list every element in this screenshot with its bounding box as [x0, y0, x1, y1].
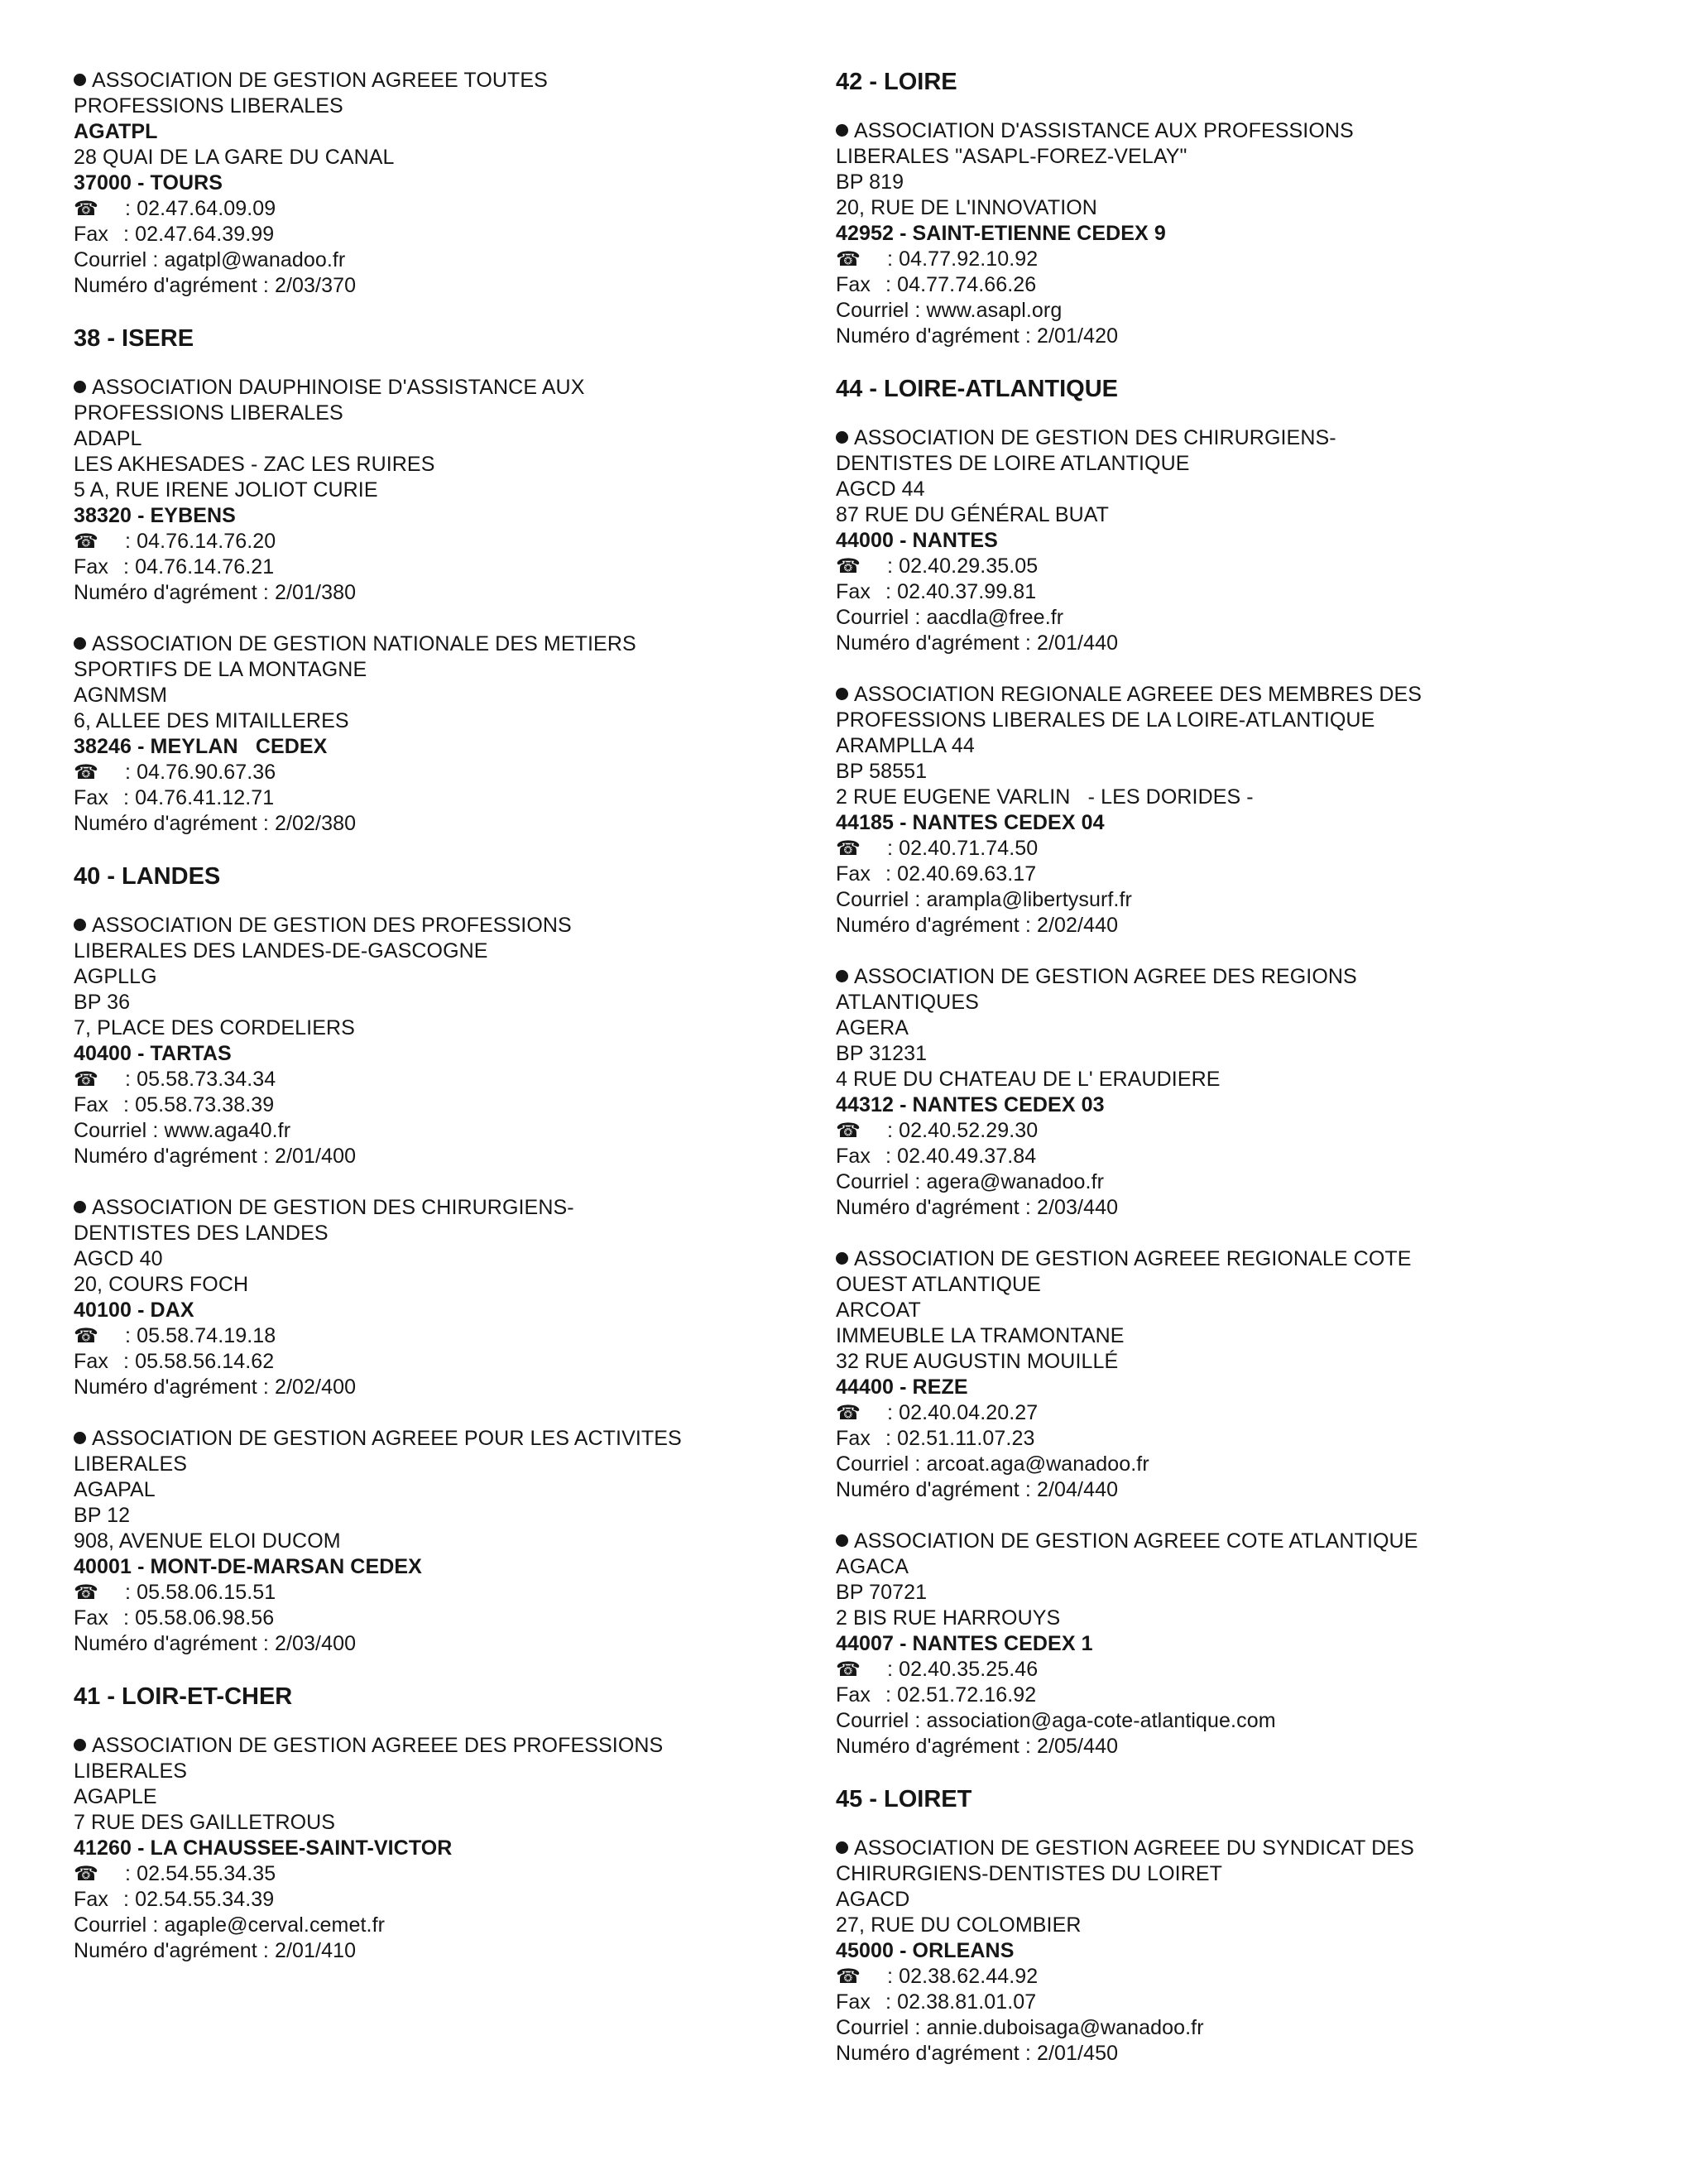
association-entry: [836, 118, 1547, 349]
phone-number: : 02.40.35.25.46: [887, 1658, 1039, 1681]
bullet-icon: [74, 1739, 86, 1751]
association-name-line: [836, 425, 1547, 451]
address-line: 32 RUE AUGUSTIN MOUILLÉ: [836, 1350, 1119, 1373]
address-line: 908, AVENUE ELOI DUCOM: [74, 1529, 341, 1553]
association-name-continued: SPORTIFS DE LA MONTAGNE: [74, 658, 367, 681]
fax-label: Fax: [836, 1990, 871, 2014]
fax-line: [836, 1426, 1547, 1452]
phone-line: [74, 196, 785, 222]
association-acronym: AGCD 44: [836, 478, 925, 501]
association-name-continued: OUEST ATLANTIQUE: [836, 1273, 1041, 1296]
association-entry: [836, 425, 1547, 656]
fax-line: [836, 1144, 1547, 1169]
association-name: ASSOCIATION DE GESTION AGREEE POUR LES ACTIVITES: [92, 1427, 682, 1450]
address-line: BP 31231: [836, 1042, 928, 1065]
agrement-number: Numéro d'agrément : 2/01/380: [74, 581, 357, 604]
fax-label: Fax: [74, 1606, 108, 1630]
fax-label: Fax: [74, 786, 108, 809]
address-line: 28 QUAI DE LA GARE DU CANAL: [74, 146, 395, 169]
bullet-icon: [74, 1432, 86, 1444]
agrement-number: Numéro d'agrément : 2/04/440: [836, 1478, 1119, 1501]
phone-line: [836, 247, 1547, 272]
address-line: LES AKHESADES - ZAC LES RUIRES: [74, 453, 435, 476]
association-name: ASSOCIATION DAUPHINOISE D'ASSISTANCE AUX: [92, 376, 585, 399]
email-line: Courriel : arcoat.aga@wanadoo.fr: [836, 1452, 1149, 1476]
association-acronym: AGAPLE: [74, 1785, 157, 1808]
association-acronym: AGACD: [836, 1888, 910, 1911]
fax-number: : 05.58.56.14.62: [123, 1350, 275, 1373]
postal-city: 45000 - ORLEANS: [836, 1939, 1015, 1962]
association-name-continued: LIBERALES: [74, 1760, 188, 1783]
association-name-line: [74, 1426, 785, 1452]
email-line: Courriel : arampla@libertysurf.fr: [836, 888, 1132, 911]
telephone-icon: ☎: [836, 248, 861, 271]
fax-number: : 04.76.41.12.71: [123, 786, 275, 809]
agrement-number: Numéro d'agrément : 2/01/450: [836, 2042, 1119, 2065]
postal-city: 37000 - TOURS: [74, 171, 223, 194]
postal-city: 40400 - TARTAS: [74, 1042, 232, 1065]
bullet-icon: [836, 970, 848, 982]
department-heading: 44 - LOIRE-ATLANTIQUE: [836, 376, 1119, 402]
fax-line: [74, 1092, 785, 1118]
address-line: 7 RUE DES GAILLETROUS: [74, 1811, 336, 1834]
association-name-line: [74, 913, 785, 939]
fax-line: [74, 785, 785, 811]
postal-city: 44007 - NANTES CEDEX 1: [836, 1632, 1093, 1655]
fax-label: Fax: [74, 1350, 108, 1373]
association-name-line: [836, 1246, 1547, 1272]
fax-label: Fax: [836, 580, 871, 603]
address-line: 2 BIS RUE HARROUYS: [836, 1606, 1061, 1630]
phone-number: : 02.54.55.34.35: [125, 1862, 276, 1885]
association-name-line: [74, 1195, 785, 1221]
association-name-continued: ATLANTIQUES: [836, 991, 979, 1014]
phone-number: : 05.58.73.34.34: [125, 1068, 276, 1091]
bullet-icon: [74, 381, 86, 393]
association-acronym: ADAPL: [74, 427, 142, 450]
telephone-icon: ☎: [74, 1068, 98, 1091]
postal-city: 40100 - DAX: [74, 1299, 194, 1322]
telephone-icon: ☎: [836, 838, 861, 860]
phone-line: [836, 1400, 1547, 1426]
telephone-icon: ☎: [836, 1966, 861, 1988]
fax-line: [836, 1990, 1547, 2015]
agrement-number: Numéro d'agrément : 2/01/440: [836, 631, 1119, 655]
address-line: BP 12: [74, 1504, 131, 1527]
agrement-number: Numéro d'agrément : 2/01/420: [836, 324, 1119, 348]
bullet-icon: [74, 637, 86, 650]
association-acronym: AGACA: [836, 1555, 909, 1578]
phone-number: : 02.47.64.09.09: [125, 197, 276, 220]
telephone-icon: ☎: [74, 198, 98, 220]
postal-city: 42952 - SAINT-ETIENNE CEDEX 9: [836, 222, 1166, 245]
fax-line: [836, 1683, 1547, 1708]
association-name-line: [836, 1529, 1547, 1554]
address-line: 20, RUE DE L'INNOVATION: [836, 196, 1097, 219]
association-name: ASSOCIATION D'ASSISTANCE AUX PROFESSIONS: [854, 119, 1354, 142]
phone-number: : 05.58.06.15.51: [125, 1581, 276, 1604]
department-heading: 38 - ISERE: [74, 325, 194, 352]
fax-number: : 02.51.11.07.23: [885, 1427, 1035, 1450]
telephone-icon: ☎: [836, 1402, 861, 1424]
fax-number: : 02.38.81.01.07: [885, 1990, 1037, 2014]
bullet-icon: [836, 1841, 848, 1854]
association-name-continued: DENTISTES DES LANDES: [74, 1222, 329, 1245]
fax-label: Fax: [836, 273, 871, 296]
fax-label: Fax: [74, 1093, 108, 1116]
fax-number: : 02.47.64.39.99: [123, 223, 275, 246]
phone-line: [836, 554, 1547, 579]
fax-label: Fax: [74, 555, 108, 579]
address-line: BP 36: [74, 991, 131, 1014]
association-name-continued: LIBERALES: [74, 1452, 188, 1476]
postal-city: 44312 - NANTES CEDEX 03: [836, 1093, 1105, 1116]
email-line: Courriel : agera@wanadoo.fr: [836, 1170, 1105, 1193]
association-name: ASSOCIATION DE GESTION AGREE DES REGIONS: [854, 965, 1357, 988]
agrement-number: Numéro d'agrément : 2/03/440: [836, 1196, 1119, 1219]
association-name: ASSOCIATION DE GESTION AGREEE DU SYNDICAT DES: [854, 1836, 1414, 1860]
association-entry: [74, 631, 785, 837]
fax-line: [836, 862, 1547, 887]
phone-line: [836, 1964, 1547, 1990]
agrement-number: Numéro d'agrément : 2/03/370: [74, 274, 357, 297]
association-entry: [74, 1426, 785, 1657]
phone-line: [74, 1067, 785, 1092]
association-acronym: AGPLLG: [74, 965, 157, 988]
phone-line: [74, 1580, 785, 1606]
association-name-line: [74, 1733, 785, 1759]
fax-number: : 02.51.72.16.92: [885, 1683, 1037, 1707]
address-line: 20, COURS FOCH: [74, 1273, 249, 1296]
agrement-number: Numéro d'agrément : 2/01/400: [74, 1145, 357, 1168]
postal-city: 44000 - NANTES: [836, 529, 998, 552]
association-name: ASSOCIATION DE GESTION DES CHIRURGIENS-: [92, 1196, 574, 1219]
association-entry: [74, 1733, 785, 1964]
department-heading: 40 - LANDES: [74, 863, 221, 890]
email-line: Courriel : www.aga40.fr: [74, 1119, 291, 1142]
fax-line: [74, 1349, 785, 1375]
association-name-line: [836, 964, 1547, 990]
association-acronym: AGCD 40: [74, 1247, 163, 1270]
association-entry: [836, 682, 1547, 939]
telephone-icon: ☎: [74, 1863, 98, 1885]
postal-city: 38320 - EYBENS: [74, 504, 236, 527]
association-name-continued: PROFESSIONS LIBERALES: [74, 401, 343, 425]
association-name-continued: PROFESSIONS LIBERALES: [74, 94, 343, 118]
bullet-icon: [836, 1534, 848, 1547]
association-name-line: [74, 631, 785, 657]
address-line: 2 RUE EUGENE VARLIN - LES DORIDES -: [836, 785, 1254, 809]
email-line: Courriel : agatpl@wanadoo.fr: [74, 248, 346, 271]
fax-label: Fax: [74, 1888, 108, 1911]
association-name: ASSOCIATION DE GESTION AGREEE REGIONALE COTE: [854, 1247, 1412, 1270]
association-name-line: [74, 375, 785, 401]
phone-number: : 02.40.52.29.30: [887, 1119, 1039, 1142]
address-line: BP 70721: [836, 1581, 928, 1604]
fax-number: : 05.58.73.38.39: [123, 1093, 275, 1116]
fax-label: Fax: [836, 1145, 871, 1168]
association-entry: [74, 68, 785, 299]
bullet-icon: [836, 1252, 848, 1265]
postal-city: 44185 - NANTES CEDEX 04: [836, 811, 1105, 834]
postal-city: 38246 - MEYLAN CEDEX: [74, 735, 328, 758]
association-name-continued: LIBERALES DES LANDES-DE-GASCOGNE: [74, 939, 488, 963]
postal-city: 44400 - REZE: [836, 1375, 968, 1399]
agrement-number: Numéro d'agrément : 2/02/380: [74, 812, 357, 835]
association-entry: [836, 1529, 1547, 1760]
bullet-icon: [836, 124, 848, 137]
phone-number: : 05.58.74.19.18: [125, 1324, 276, 1347]
telephone-icon: ☎: [836, 1659, 861, 1681]
fax-line: [74, 555, 785, 580]
association-entry: [836, 1246, 1547, 1503]
email-line: Courriel : association@aga-cote-atlantique.com: [836, 1709, 1276, 1732]
association-name-continued: PROFESSIONS LIBERALES DE LA LOIRE-ATLANTIQUE: [836, 708, 1375, 732]
bullet-icon: [74, 74, 86, 86]
left-column: [74, 68, 785, 1990]
agrement-number: Numéro d'agrément : 2/03/400: [74, 1632, 357, 1655]
fax-label: Fax: [836, 1683, 871, 1707]
association-name-line: [74, 68, 785, 94]
association-acronym: ARAMPLLA 44: [836, 734, 975, 757]
association-entry: [836, 1836, 1547, 2067]
phone-number: : 04.76.14.76.20: [125, 530, 276, 553]
association-acronym: AGNMSM: [74, 684, 168, 707]
phone-number: : 02.40.29.35.05: [887, 555, 1039, 578]
department-heading: 45 - LOIRET: [836, 1786, 972, 1812]
fax-number: : 04.76.14.76.21: [123, 555, 275, 579]
phone-number: : 02.40.71.74.50: [887, 837, 1039, 860]
telephone-icon: ☎: [74, 1582, 98, 1604]
association-name: ASSOCIATION DE GESTION NATIONALE DES METIERS: [92, 632, 636, 655]
address-line: BP 58551: [836, 760, 928, 783]
association-acronym: ARCOAT: [836, 1299, 921, 1322]
telephone-icon: ☎: [836, 1120, 861, 1142]
address-line: IMMEUBLE LA TRAMONTANE: [836, 1324, 1125, 1347]
address-line: 27, RUE DU COLOMBIER: [836, 1913, 1082, 1937]
address-line: BP 819: [836, 170, 904, 194]
telephone-icon: ☎: [74, 1325, 98, 1347]
association-entry: [836, 964, 1547, 1221]
email-line: Courriel : annie.duboisaga@wanadoo.fr: [836, 2016, 1204, 2039]
fax-number: : 02.40.69.63.17: [885, 862, 1037, 886]
association-name-line: [836, 1836, 1547, 1861]
email-line: Courriel : www.asapl.org: [836, 299, 1063, 322]
association-acronym: AGATPL: [74, 120, 158, 143]
phone-line: [836, 1118, 1547, 1144]
department-heading: 41 - LOIR-ET-CHER: [74, 1683, 293, 1710]
telephone-icon: ☎: [74, 761, 98, 784]
association-name-line: [836, 682, 1547, 708]
fax-label: Fax: [836, 1427, 871, 1450]
phone-number: : 02.38.62.44.92: [887, 1965, 1039, 1988]
address-line: 87 RUE DU GÉNÉRAL BUAT: [836, 503, 1110, 526]
fax-number: : 02.40.37.99.81: [885, 580, 1037, 603]
fax-line: [74, 1606, 785, 1631]
fax-label: Fax: [836, 862, 871, 886]
phone-number: : 04.77.92.10.92: [887, 247, 1039, 271]
fax-number: : 04.77.74.66.26: [885, 273, 1037, 296]
bullet-icon: [836, 431, 848, 444]
association-name: ASSOCIATION REGIONALE AGREEE DES MEMBRES DES: [854, 683, 1423, 706]
phone-number: : 04.76.90.67.36: [125, 761, 276, 784]
bullet-icon: [74, 919, 86, 931]
association-acronym: AGAPAL: [74, 1478, 156, 1501]
fax-line: [836, 272, 1547, 298]
association-name: ASSOCIATION DE GESTION AGREEE COTE ATLANTIQUE: [854, 1529, 1418, 1553]
association-name: ASSOCIATION DE GESTION DES CHIRURGIENS-: [854, 426, 1336, 449]
association-entry: [74, 913, 785, 1169]
association-name-continued: DENTISTES DE LOIRE ATLANTIQUE: [836, 452, 1190, 475]
agrement-number: Numéro d'agrément : 2/02/440: [836, 914, 1119, 937]
agrement-number: Numéro d'agrément : 2/01/410: [74, 1939, 357, 1962]
fax-line: [836, 579, 1547, 605]
phone-line: [836, 836, 1547, 862]
association-name: ASSOCIATION DE GESTION AGREEE DES PROFESSIONS: [92, 1734, 664, 1757]
association-name-continued: LIBERALES "ASAPL-FOREZ-VELAY": [836, 145, 1187, 168]
phone-line: [74, 529, 785, 555]
phone-line: [836, 1657, 1547, 1683]
department-heading: 42 - LOIRE: [836, 69, 957, 95]
address-line: 7, PLACE DES CORDELIERS: [74, 1016, 355, 1039]
address-line: 6, ALLEE DES MITAILLERES: [74, 709, 349, 732]
email-line: Courriel : aacdla@free.fr: [836, 606, 1064, 629]
postal-city: 41260 - LA CHAUSSEE-SAINT-VICTOR: [74, 1836, 453, 1860]
phone-line: [74, 1323, 785, 1349]
association-entry: [74, 1195, 785, 1400]
postal-city: 40001 - MONT-DE-MARSAN CEDEX: [74, 1555, 422, 1578]
fax-label: Fax: [74, 223, 108, 246]
fax-line: [74, 222, 785, 247]
association-name: ASSOCIATION DE GESTION DES PROFESSIONS: [92, 914, 572, 937]
fax-number: : 02.40.49.37.84: [885, 1145, 1037, 1168]
address-line: 5 A, RUE IRENE JOLIOT CURIE: [74, 478, 378, 502]
phone-line: [74, 760, 785, 785]
right-column: [836, 68, 1547, 2092]
agrement-number: Numéro d'agrément : 2/02/400: [74, 1375, 357, 1399]
phone-number: : 02.40.04.20.27: [887, 1401, 1039, 1424]
fax-number: : 05.58.06.98.56: [123, 1606, 275, 1630]
bullet-icon: [836, 688, 848, 700]
association-name-continued: CHIRURGIENS-DENTISTES DU LOIRET: [836, 1862, 1223, 1885]
telephone-icon: ☎: [74, 530, 98, 553]
agrement-number: Numéro d'agrément : 2/05/440: [836, 1735, 1119, 1758]
address-line: 4 RUE DU CHATEAU DE L' ERAUDIERE: [836, 1068, 1221, 1091]
association-acronym: AGERA: [836, 1016, 909, 1039]
association-name-line: [836, 118, 1547, 144]
association-entry: [74, 375, 785, 606]
email-line: Courriel : agaple@cerval.cemet.fr: [74, 1913, 386, 1937]
telephone-icon: ☎: [836, 555, 861, 578]
bullet-icon: [74, 1201, 86, 1213]
fax-number: : 02.54.55.34.39: [123, 1888, 275, 1911]
fax-line: [74, 1887, 785, 1913]
association-name: ASSOCIATION DE GESTION AGREEE TOUTES: [92, 69, 548, 92]
phone-line: [74, 1861, 785, 1887]
